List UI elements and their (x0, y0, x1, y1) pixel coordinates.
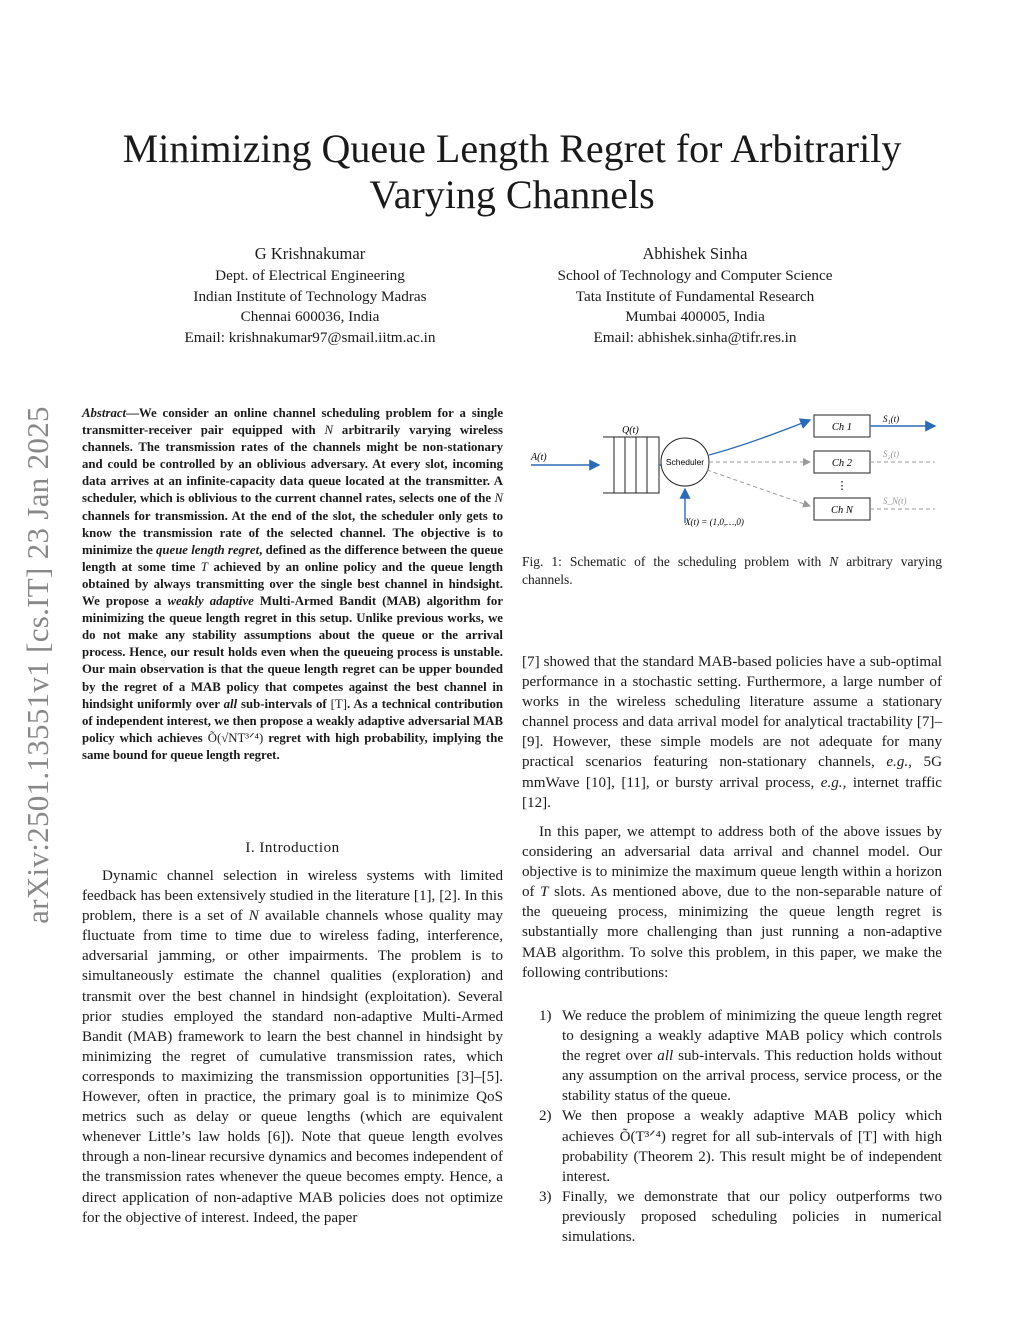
emphasis: weakly adaptive (167, 594, 254, 609)
scheduling-schematic-figure (527, 405, 942, 545)
list-text: We reduce the problem of minimizing the queue length regret to designing a weakly adaptive MAB policy which controls the regret over (562, 1008, 942, 1065)
abstract-text: regret with high probability, implying the same bound for queue length regret. (82, 730, 503, 762)
emphasis: all (657, 1048, 674, 1065)
abstract-text: , defined as the difference between the queue length at some time (82, 542, 504, 574)
author-name: G Krishnakumar (254, 244, 366, 263)
list-text: sub-intervals. This reduction holds without any assumption on the arrival process, service process, or the stability status of the queue. (562, 1048, 943, 1105)
abstract-label: Abstract (82, 406, 127, 420)
paper-title: Minimizing Queue Length Regret for Arbitrarily Varying Channels (122, 126, 902, 217)
abstract-text: channels for transmission. At the end of the slot, the scheduler only gets to know the transmission rate of the selected channel. The objective is to minimize the (82, 508, 503, 557)
author-name: Abhishek Sinha (642, 244, 748, 263)
abstract (82, 405, 503, 764)
author-dept: Dept. of Electrical Engineering (215, 267, 405, 284)
body-text: slots. As mentioned above, due to the non-separable nature of the queueing process, minimizing the queue length regret is substantially more challenging than just running a non-adaptive MAB algorithm. To solve this problem, in this paper, we make the following contributions: (522, 884, 942, 981)
math-var: [T] (330, 696, 347, 711)
queue-buffer (603, 437, 659, 493)
list-text: We then propose a weakly adaptive MAB policy which achieves (562, 1108, 942, 1145)
author-email: Email: abhishek.sinha@tifr.res.in (593, 328, 797, 346)
list-item (522, 1106, 942, 1186)
list-number: 2) (539, 1108, 552, 1125)
list-number: 3) (539, 1188, 552, 1205)
body-text: In this paper, we attempt to address both of the above issues by considering an adversarial data arrival and channel model. Our objective is to minimize the maximum queue length within a horizon of (522, 824, 942, 901)
abstract-text: . As a technical contribution of independent interest, we then propose a weakly adaptive adversarial MAB policy which achieves (82, 696, 503, 745)
list-text: regret for all sub-intervals of [T] with high probability (Theorem 2). This result might be of independent interest. (562, 1128, 943, 1185)
arxiv-identifier: arXiv:2501.13551v1 [cs.IT] 23 Jan 2025 (20, 406, 55, 924)
list-number: 1) (539, 1008, 552, 1024)
caption-label: Fig. 1: (522, 554, 562, 569)
abstract-text: achieved by an online policy and the queue length obtained by always transmitting over the single best channel in hindsight. We propose a (82, 559, 504, 609)
emphasis: queue length regret (156, 542, 260, 557)
channel-label: Ch 2 (831, 458, 853, 469)
intro-paragraph (82, 866, 503, 1228)
author-email: Email: krishnakumar97@smail.iitm.ac.in (184, 328, 436, 346)
figure-caption (522, 553, 942, 588)
caption-text: Schematic of the scheduling problem with (561, 554, 830, 569)
abstract-text: —We consider an online channel scheduling problem for a single transmitter-receiver pair equipped with (82, 406, 503, 438)
math-bound: Õ(√NT³ᐟ⁴) (207, 730, 264, 745)
math-var: N (829, 554, 839, 569)
list-item (522, 1006, 942, 1106)
abstract-text: arbitrarily varying wireless channels. The transmission rates of the channels might be non-stationary and could be controlled by an oblivious adversary. At every slot, incoming data arrives at an infinite-capacity data queue located at the transmitter. A scheduler, which is oblivious to the current channel rates, selects one of the (82, 423, 503, 506)
abstract-text: Multi-Armed Bandit (MAB) algorithm for minimizing the queue length regret in this setup. Unlike previous works, we do not make any stability assumptions about the queue or the arrival process. Hence, our result holds even when the queueing process is unstable. Our main observation is that the queue length regret can be upper bounded by the regret of a MAB policy that competes against the best channel in hindsight uniformly over (82, 594, 504, 711)
scheduler-label: Scheduler (665, 457, 705, 467)
caption-text: arbitrary varying channels. (522, 554, 942, 587)
contributions-list (522, 1006, 942, 1247)
emphasis: e.g., (886, 754, 912, 771)
body-text: 5G mmWave [10], [11], or bursty arrival process, (522, 754, 942, 791)
channel-label: Ch 1 (831, 422, 853, 433)
arrival-label: A(t) (531, 452, 547, 463)
rate-label: S_N(t) (883, 496, 907, 506)
author-block-1 (150, 243, 470, 348)
body-text: internet traffic [12]. (522, 774, 942, 811)
body-text: [7] showed that the standard MAB-based policies have a sub-optimal performance in a stochastic setting. Furthermore, a large number of works in the wireless scheduling literature assume a stationary channel process and data arrival model for analytical tractability [7]–[9]. However, these simple models are not adequate for many practical scenarios featuring non-stationary channels, (522, 654, 942, 771)
channel-label: Ch N (831, 505, 853, 516)
author-institution: Indian Institute of Technology Madras (193, 287, 427, 305)
body-text: available channels whose quality may fluctuate from time to time due to wireless fading, interference, adversarial jamming, or other impairments. The problem is to simultaneously estimate the channel qualities (exploration) and transmit over the best channel in hindsight (exploitation). Several prior studies employed the standard non-adaptive Multi-Armed Bandit (MAB) framework to learn the best channel in hindsight by minimizing the regret of cumulative transmission rates, which corresponds to maximizing the transmission opportunities [3]–[5]. However, often in practice, the primary goal is to minimize QoS metrics such as delay or queue lengths (which are equivalent whenever Little’s law holds [6]). Note that queue length evolves through a non-linear recursive dynamics and becomes independent of the transmission rates whenever the queue becomes empty. Hence, a direct application of non-adaptive MAB policies does not optimize for the objective of interest. Indeed, the paper (82, 908, 503, 1226)
action-label: X(t) = (1,0,…,0) (685, 517, 744, 527)
section-heading: I. Introduction (245, 840, 340, 856)
body-text: Dynamic channel selection in wireless systems with limited feedback has been extensively studied in the literature [1], [2]. In this problem, there is a set of (82, 868, 503, 925)
author-block-2 (520, 243, 870, 348)
math-bound: Õ(T³ᐟ⁴) (619, 1128, 666, 1145)
math-var: T (540, 884, 549, 901)
math-var: T (200, 559, 208, 574)
math-var: N (248, 908, 259, 925)
abstract-text: sub-intervals of (237, 696, 331, 711)
author-address: Mumbai 400005, India (625, 308, 765, 325)
selected-route-arrow (709, 420, 810, 455)
author-address: Chennai 600036, India (240, 308, 380, 325)
emphasis: all (223, 696, 238, 711)
author-dept: School of Technology and Computer Science (557, 267, 833, 284)
body-paragraph (522, 822, 942, 983)
unselected-route-arrow (707, 470, 810, 506)
math-var: N (324, 423, 334, 438)
arxiv-sidebar (16, 380, 60, 950)
list-item (522, 1187, 942, 1247)
author-institution: Tata Institute of Fundamental Research (575, 287, 815, 305)
emphasis: e.g., (820, 774, 847, 791)
body-paragraph (522, 652, 942, 813)
queue-label: Q(t) (622, 425, 639, 436)
channel-ellipsis: ⋮ (836, 480, 848, 492)
rate-label: S₂(t) (883, 449, 900, 459)
list-text: Finally, we demonstrate that our policy outperforms two previously proposed scheduling policies in numerical simulations. (562, 1188, 942, 1246)
rate-label: S₁(t) (883, 414, 900, 424)
math-var: N (494, 491, 503, 506)
